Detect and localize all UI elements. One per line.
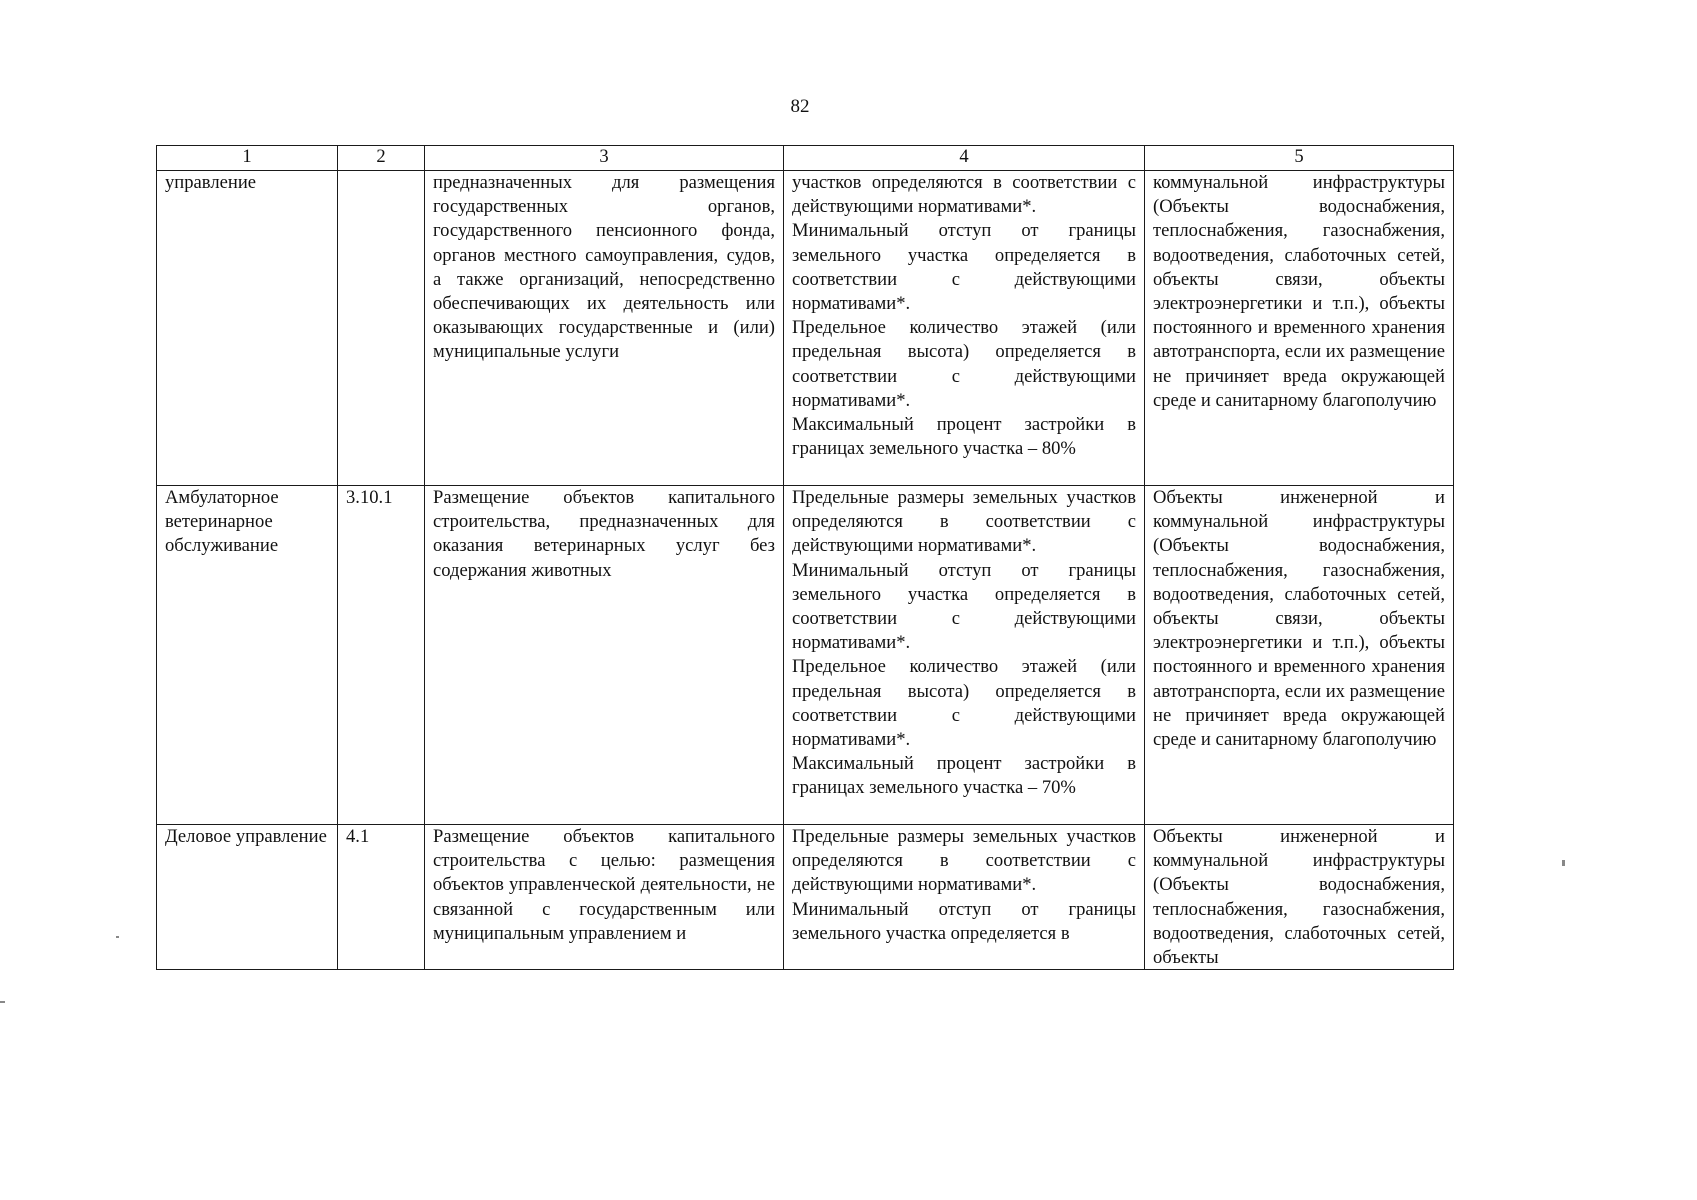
- scan-speck: [0, 1001, 5, 1003]
- permitted-use-table: [156, 145, 1454, 970]
- use-code-cell: [338, 825, 425, 970]
- auxiliary-uses-cell: [1145, 486, 1454, 825]
- parameters-cell: [784, 825, 1145, 970]
- parameter-text: Минимальный отступ от границы земельного участка определяется в соответствии с действующими нормативами*.: [792, 220, 1136, 315]
- column-header: 3: [425, 146, 784, 171]
- auxiliary-uses-cell: [1145, 825, 1454, 970]
- use-name-cell: [157, 486, 338, 825]
- column-header: 1: [157, 146, 338, 171]
- parameter-text: Предельные размеры земельных участков определяются в соответствии с действующими нормативами*.: [792, 826, 1136, 896]
- use-code-cell: [338, 171, 425, 486]
- parameter-text: Предельное количество этажей (или предельная высота) определяется в соответствии с действующими нормативами*.: [792, 656, 1136, 751]
- auxiliary-uses: Объекты инженерной и коммунальной инфраструктуры (Объекты водоснабжения, теплоснабжения, газоснабжения, водоотведения, слаботочных сетей, объекты связи, объекты электроэнергетики и т.п.), объекты постоянного и временного хранения автотранспорта, если их размещение не причиняет вреда окружающей среде и санитарному благополучию: [1153, 487, 1445, 751]
- parameters-cell: [784, 171, 1145, 486]
- use-description: Размещение объектов капитального строительства с целью: размещения объектов управленческой деятельности, не связанной с государственным или муниципальным управлением и: [433, 826, 775, 944]
- auxiliary-uses: Объекты инженерной и коммунальной инфраструктуры (Объекты водоснабжения, теплоснабжения, газоснабжения, водоотведения, слаботочных сетей, объекты: [1153, 826, 1445, 969]
- use-name: Деловое управление: [165, 826, 327, 847]
- use-description: Размещение объектов капитального строительства, предназначенных для оказания ветеринарных услуг без содержания животных: [433, 487, 775, 581]
- use-description-cell: [425, 171, 784, 486]
- use-code-cell: [338, 486, 425, 825]
- use-name-cell: [157, 825, 338, 970]
- parameters-cell: [784, 486, 1145, 825]
- column-header: 2: [338, 146, 425, 171]
- parameter-text: Предельные размеры земельных участков определяются в соответствии с действующими нормативами*.: [792, 487, 1136, 557]
- column-header: 5: [1145, 146, 1454, 171]
- table-header-row: [157, 146, 1454, 171]
- parameter-text: Минимальный отступ от границы земельного участка определяется в: [792, 898, 1136, 944]
- parameter-text: участков определяются в соответствии с действующими нормативами*.: [792, 172, 1136, 218]
- use-name: управление: [165, 172, 257, 193]
- auxiliary-uses: коммунальной инфраструктуры (Объекты водоснабжения, теплоснабжения, газоснабжения, водоотведения, слаботочных сетей, объекты связи, объекты электроэнергетики и т.п.), объекты постоянного и временного хранения автотранспорта, если их размещение не причиняет вреда окружающей среде и санитарному благополучию: [1153, 172, 1445, 411]
- use-description-cell: [425, 825, 784, 970]
- auxiliary-uses-cell: [1145, 171, 1454, 486]
- parameter-text: Максимальный процент застройки в границах земельного участка – 80%: [792, 414, 1136, 460]
- use-description-cell: [425, 486, 784, 825]
- page-number: 82: [790, 96, 810, 117]
- parameter-text: Максимальный процент застройки в границах земельного участка – 70%: [792, 753, 1136, 799]
- scan-speck: [1562, 860, 1565, 866]
- table-row: [157, 825, 1454, 970]
- parameter-text: Минимальный отступ от границы земельного участка определяется в соответствии с действующими нормативами*.: [792, 559, 1136, 654]
- use-name: Амбулаторное ветеринарное обслуживание: [165, 487, 279, 557]
- use-code: 4.1: [346, 826, 370, 847]
- table-row: [157, 486, 1454, 825]
- table-row: [157, 171, 1454, 486]
- column-header: 4: [784, 146, 1145, 171]
- parameter-text: Предельное количество этажей (или предельная высота) определяется в соответствии с действующими нормативами*.: [792, 317, 1136, 411]
- scan-speck: [116, 936, 119, 938]
- use-code: 3.10.1: [346, 487, 393, 508]
- use-name-cell: [157, 171, 338, 486]
- use-description: предназначенных для размещения государственных органов, государственного пенсионного фонда, органов местного самоуправления, судов, а также организаций, непосредственно обеспечивающих их деятельность или оказывающих государственные и (или) муниципальные услуги: [433, 172, 775, 363]
